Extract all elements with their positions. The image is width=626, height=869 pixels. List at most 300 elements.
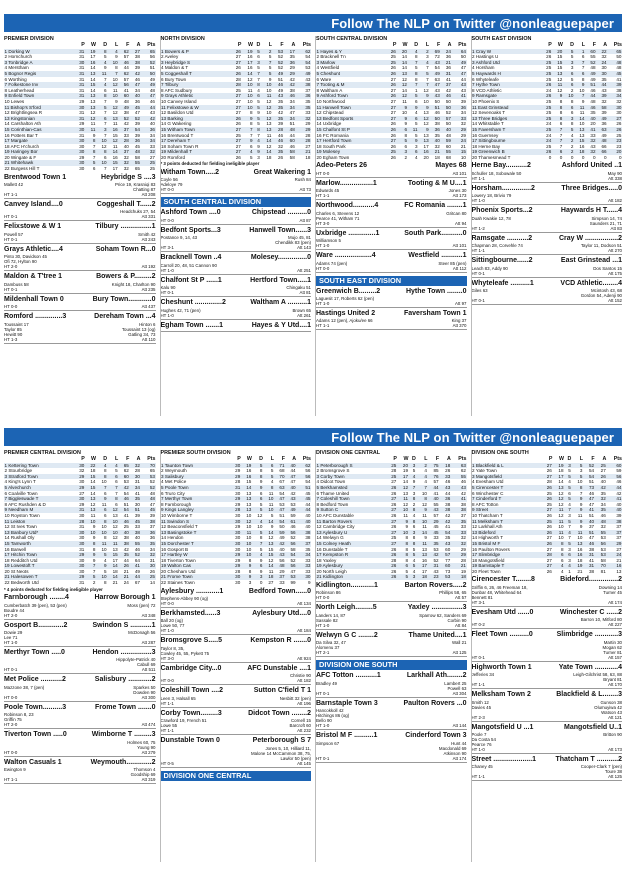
match-result [4,273,156,293]
stat-cell: 6 [563,71,574,77]
stat-cell: 52 [140,485,155,491]
stat-cell: 9 [408,105,419,111]
stat-cell: 12 [241,519,252,525]
stat-cell: 6 [581,54,585,60]
stat-cell: 56 [296,474,311,480]
stat-cell: 9 [115,98,118,104]
stat-cell: 16 [247,65,253,71]
stat-cell: 7 [568,535,571,541]
half-time-attendance [472,176,623,181]
half-time-score: HT 1-1 [316,193,330,199]
attendance: Att 227 [608,622,622,628]
away-team: Wimborne T .........3 [91,731,156,739]
stat-cell: 42 [123,546,129,552]
stat-cell: 8 [552,541,564,547]
match-line [4,246,156,254]
stat-cell: 35 [278,98,284,104]
stat-cell: 9 [115,54,118,60]
stat-cell: 44 [123,557,129,563]
team-name: 20 Egham Town [316,154,350,160]
stat-cell: 12 [268,535,274,541]
stat-cell: 59 [616,468,622,474]
away-scorers: Headchuks 2?, 54 [120,209,156,215]
stat-cell: 34 [149,546,155,552]
stat-cell: 44 [129,574,140,580]
attendance: Att 101 [452,243,467,249]
attendance: Att 81 [299,290,311,296]
stat-cell: 32 [585,138,596,144]
match-line [472,664,623,672]
attendance: Att 270 [608,248,622,254]
stat-cell: 42 [278,110,284,116]
stat-cell: 33 [439,474,451,480]
home-team: Mangotsfield U ...1 [471,723,534,731]
home-team: Aylesbury ............1 [160,587,224,595]
stat-cell: 10 [85,519,96,525]
half-time-score: HT 1-0 [4,640,18,646]
attendance: Att 84 [455,622,467,628]
column-header: Pts [613,456,622,462]
stat-cell: 40 [123,143,129,149]
stat-cell: 5 [418,71,429,77]
home-team: Mildenhall Town 0 [4,295,64,303]
team-name: 8 Farnborough [161,501,192,507]
team-name: 4 Evesham Utd [472,479,504,485]
stat-cell: 27 [391,479,397,485]
result-divider [4,673,156,674]
team-name: 9 Kings Langley [161,507,230,513]
stat-cell: 63 [596,127,607,133]
stat-cell: 4 [560,568,564,574]
stat-cell: 28 [134,468,140,474]
stat-cell: 53 [439,574,451,580]
half-time-attendance [472,747,623,752]
attendance: Att 184 [297,628,311,634]
stat-cell: 44 [606,485,622,491]
stat-cell: 24 [596,60,607,66]
stat-cell: 32 [79,468,85,474]
stat-cell: 27 [390,98,396,104]
stat-cell: 21 [123,568,129,574]
stat-cell: 18 [112,568,118,574]
stat-cell: 38 [296,530,311,536]
team-name: 9 Ramsgate [472,93,541,99]
stat-cell: 40 [585,116,596,122]
home-scorers: Bennett 81 [471,594,493,600]
team-name: 19 Molesey [316,149,385,155]
team-name: 18 Mangotsfield [472,557,505,563]
match-line [4,174,156,182]
team-name: 5 Berkhamsted [316,485,385,491]
match-line [316,252,467,260]
match-line [4,223,156,231]
column-header: Pts [613,42,622,48]
stat-cell: 3 [426,54,429,60]
away-scorers: Christie 90 [290,673,311,679]
stat-cell: 44 [140,105,155,111]
stat-cell: 56 [118,82,129,88]
stat-cell: 23 [616,143,622,149]
column-header: W [246,456,252,462]
team-name: 9 Grays Athletic [161,93,230,99]
stat-cell: 21 [577,568,583,574]
stat-cell: 40 [296,519,311,525]
stat-cell: 5 [564,541,571,547]
stat-cell: 39 [134,65,140,71]
stat-cell: 47 [451,71,466,77]
team-name: 4 Horsham [472,65,495,71]
stat-cell: 11 [96,541,107,547]
half-time-attendance [4,695,156,700]
stat-cell: 44 [289,132,295,138]
stat-cell: 32 [601,98,607,104]
stat-cell: 42 [445,512,451,518]
stat-cell: 46 [134,546,140,552]
attendance: Att 331 [141,214,156,220]
stat-cell: 44 [305,501,311,507]
attendance: Att 173 [608,746,622,752]
stat-cell: 42 [129,71,140,77]
stat-cell: 31 [79,54,85,60]
stat-cell: 9 [396,116,407,122]
stat-cell: 10 [577,535,583,541]
result-divider [472,204,623,205]
match-line [472,235,623,243]
stat-cell: 21 [112,580,118,586]
result-divider [316,697,467,698]
stat-cell: 41 [585,127,596,133]
away-team: Heybridge S ....3 [101,173,156,181]
stat-cell: 6 [115,501,118,507]
stat-cell: 45 [433,524,439,530]
stat-cell: 99 [290,580,296,586]
stat-cell: 26 [385,127,396,133]
stat-cell: 30 [235,535,241,541]
stat-cell: 29 [451,552,467,558]
stat-cell: 5 [268,65,272,71]
stat-cell: 6 [263,463,274,469]
half-time-score: HT 2-0 [4,612,18,618]
column-header: F [126,456,130,462]
stat-cell: 46 [589,490,595,496]
stat-cell: 12 [557,87,563,93]
team-name: 11 Hanwell Town [316,105,385,111]
stat-cell: 15 [263,552,274,558]
team-name: 11 Felixstowe & W [161,105,230,111]
stat-cell: 37 [118,127,129,133]
stat-cell: 38 [289,87,295,93]
team-name: 20 North Leigh [316,568,347,574]
team-name: 8 Leatherhead [4,87,35,93]
half-time-score: HT 1-0 [316,622,330,628]
stat-cell: 49 [279,535,285,541]
attendance: Att 304 [452,690,467,696]
away-scorers: Hippolyte-Patrick 40 [116,657,156,663]
team-name: 18 Tiverton Town [161,557,196,563]
stat-cell: 61 [285,519,296,525]
stat-cell: 4 [424,479,427,485]
column-header: W [90,456,96,462]
match-result [4,759,156,784]
stat-cell: 11 [268,490,274,496]
stat-cell: 30 [74,138,85,144]
stat-cell: 9 [92,557,96,563]
stat-cell: 39 [460,98,466,104]
stat-cell: 32 [118,160,129,166]
half-time-attendance [4,640,156,645]
stat-cell: 7 [257,132,260,138]
stat-cell: 15 [85,82,96,88]
team-name: 11 Barton Rovers [316,519,385,525]
stat-cell: 10 [263,507,274,513]
stat-cell: 52 [149,479,155,485]
result-divider [161,193,312,194]
away-scorers: Leigh-Gilchrist 58, 63, 88 [573,672,622,678]
home-team: Tiverton Town .....0 [4,731,67,739]
stat-cell: 4 [412,568,416,574]
stat-cell: 3 [412,490,416,496]
away-team: Cinderford Town 3 [405,732,467,740]
match-line [472,280,623,288]
stat-cell: 14 [107,574,118,580]
stat-cell: 32 [595,496,607,502]
team-name: 20 Wingate & F [4,154,37,160]
stat-cell: 54 [295,60,311,66]
stat-cell: 2 [92,580,96,586]
team-name: 19 Barnstaple T [472,563,541,569]
stat-cell: 5 [564,519,571,525]
stat-cell: 46 [460,479,466,485]
attendance: Att 125 [452,650,467,656]
half-time-score: HT 1-1 [471,248,485,254]
stat-cell: 8 [414,54,418,60]
stat-cell: 56 [305,468,311,474]
stat-cell: 41 [606,496,622,502]
team-name: 7 Tilbury [161,82,230,88]
stat-cell: 52 [445,110,451,116]
team-name: 11 Swindon S [161,519,230,525]
column-header: A [447,42,452,48]
stat-cell: 28 [235,479,241,485]
stat-cell: 29 [305,121,311,127]
team-name: 8 VCD Athletic [472,87,502,93]
stat-cell: 8 [559,98,563,104]
result-divider [472,688,623,689]
stat-cell: 3 [414,143,418,149]
team-name: 17 Margate [4,138,74,144]
stat-cell: 43 [460,87,466,93]
stat-cell: 69 [429,49,440,55]
home-scorers: Lowery 18, Brivio 79 [471,193,512,199]
stat-cell: 38 [140,519,155,525]
stat-cell: 45 [129,519,140,525]
home-team: Canvey Island....0 [4,201,63,209]
stat-cell: 38 [305,535,311,541]
half-time-score: HT 3-1 [471,599,485,605]
stat-cell: 3 [563,60,574,66]
stat-cell: 47 [149,501,155,507]
result-divider [4,728,156,729]
stat-cell: 27 [230,60,242,66]
stat-cell: 30 [74,160,85,166]
home-team: Street ....................1 [471,755,537,763]
stat-cell: 47 [289,110,295,116]
stat-cell: 21 [295,149,311,155]
stat-cell: 55 [440,149,451,155]
attendance: Att 157 [608,654,622,660]
stat-cell: 34 [140,138,155,144]
half-time-attendance [4,214,156,219]
stat-cell: 28 [295,138,311,144]
away-team: Yaxley ................3 [407,604,467,612]
half-time-score: HT 2-0 [4,722,18,728]
stat-cell: 8 [263,485,274,491]
stat-cell: 10 [577,479,583,485]
home-team: Chalfont St P ......1 [160,276,222,284]
stat-cell: 13 [416,552,428,558]
stat-cell: 13 [246,490,252,496]
stat-cell: 46 [289,143,295,149]
stat-cell: 11 [96,71,107,77]
stat-cell: 35 [305,546,311,552]
stat-cell: 62 [296,463,311,469]
half-time-score: HT 1-0 [316,300,330,306]
stat-cell: 42 [290,490,296,496]
stat-cell: 10 [260,82,272,88]
stat-cell: 6 [96,507,107,513]
home-scorers: Postance 9, 14, 43 [160,235,198,241]
team-name: 12 Larkhall Ath [472,524,503,530]
stat-cell: 27 [230,138,242,144]
away-scorers: Cabull 69 [136,662,156,668]
away-scorers: Wall 21 [452,640,467,646]
stat-cell: 25 [541,60,552,66]
attendance: Att 101 [452,170,467,176]
attendance: Att 243 [141,236,156,242]
stat-cell: 27 [385,507,397,513]
stat-cell: 30 [616,110,622,116]
match-result [4,704,156,729]
match-line [472,185,623,193]
stat-cell: 43 [272,93,284,99]
attendance: Att 152 [608,297,622,303]
stat-cell: 51 [278,76,284,82]
stat-cell: 67 [279,479,285,485]
home-scorers: Schuller 18, Sobowale 50 [471,170,522,176]
stat-cell: 12 [266,98,272,104]
stat-cell: 12 [268,557,274,563]
stat-cell: 1 [568,568,571,574]
stat-cell: 25 [235,87,241,93]
stat-cell: 13 [396,71,407,77]
stat-cell: 5 [570,54,574,60]
stat-cell: 31 [74,507,85,513]
stat-cell: 50 [445,98,451,104]
home-scorers: Cumberbatch 39 (pen), 53 (pen) [4,602,67,608]
attendance: Att 97 [455,300,467,306]
stat-cell: 45 [129,105,140,111]
match-result [161,299,312,319]
stat-cell: 29 [74,574,85,580]
stat-cell: 34 [129,485,140,491]
half-time-attendance [4,304,156,309]
match-result [472,207,623,232]
team-name: 5 Haywards H [472,71,541,77]
away-team: Thame United....1 [408,631,467,639]
stat-cell: 37 [296,541,311,547]
stat-cell: 14 [107,149,118,155]
stat-cell: 12 [260,105,272,111]
team-name: 8 Bedford Town [316,501,349,507]
stat-cell: 27 [235,143,241,149]
stat-cell: 13 [85,71,96,77]
away-scorers: Simpson 14, 74 [591,215,622,221]
team-name: 7 Folkestone Inv [4,82,74,88]
stat-cell: 8 [552,105,563,111]
stat-cell: 12 [423,87,429,93]
team-name: 2 Hastings U [472,54,499,60]
stat-cell: 60 [585,49,596,55]
league-table [4,457,156,586]
stat-cell: 13 [107,116,118,122]
stat-cell: 25 [140,160,155,166]
away-team: Aylesbury Utd....0 [252,610,311,618]
result-divider [316,272,467,273]
stat-cell: 8 [570,98,574,104]
stat-cell: 39 [616,512,622,518]
stat-cell: 43 [305,76,311,82]
stat-cell: 13 [263,541,274,547]
home-team: Sittingbourne......2 [471,257,533,265]
stat-cell: 7 [104,76,107,82]
away-team: Tilbury ................1 [95,223,156,231]
stat-cell: 6 [92,166,96,172]
away-scorers: Thomson 4 [133,767,156,773]
stat-cell: 24 [606,552,622,558]
team-name: 15 Bristol M F [472,541,541,547]
team-name: 13 Aylesbury U [316,530,385,536]
stat-cell: 7 [409,485,416,491]
stat-cell: 27 [149,154,155,160]
stat-cell: 38 [439,507,451,513]
stat-cell: 5 [252,530,263,536]
team-name: 8 AFC Sudbury [161,87,193,93]
half-time-score: HT 0-1 [4,667,18,673]
attendance: Att 143 [297,245,311,251]
away-team: Waltham A ..........1 [250,299,311,307]
away-team: Blackfield & L........3 [556,691,622,699]
team-name: 15 Colney Heath [316,541,385,547]
stat-cell: 52 [140,60,155,66]
attendance: Att 348 [141,612,156,618]
result-divider [472,628,623,629]
column-header: A [446,456,451,462]
team-name: 18 South Park [316,143,346,149]
home-team: Ashford Town ....0 [160,209,221,217]
home-scorers: Poole 7 [471,731,487,737]
result-divider [316,656,467,657]
attendance: Att 144 [452,723,467,729]
stat-cell: 7 [552,127,563,133]
home-scorers: Duah Kwakie 12, 78 [471,215,511,221]
stat-cell: 3 [563,116,574,122]
stat-cell: 11 [260,93,272,99]
team-name: 13 Barking [161,116,230,122]
stat-cell: 5 [253,105,260,111]
home-team: North Leigh.........5 [316,604,377,612]
team-name: 4 Merstham [4,65,29,71]
stat-cell: 48 [129,149,140,155]
